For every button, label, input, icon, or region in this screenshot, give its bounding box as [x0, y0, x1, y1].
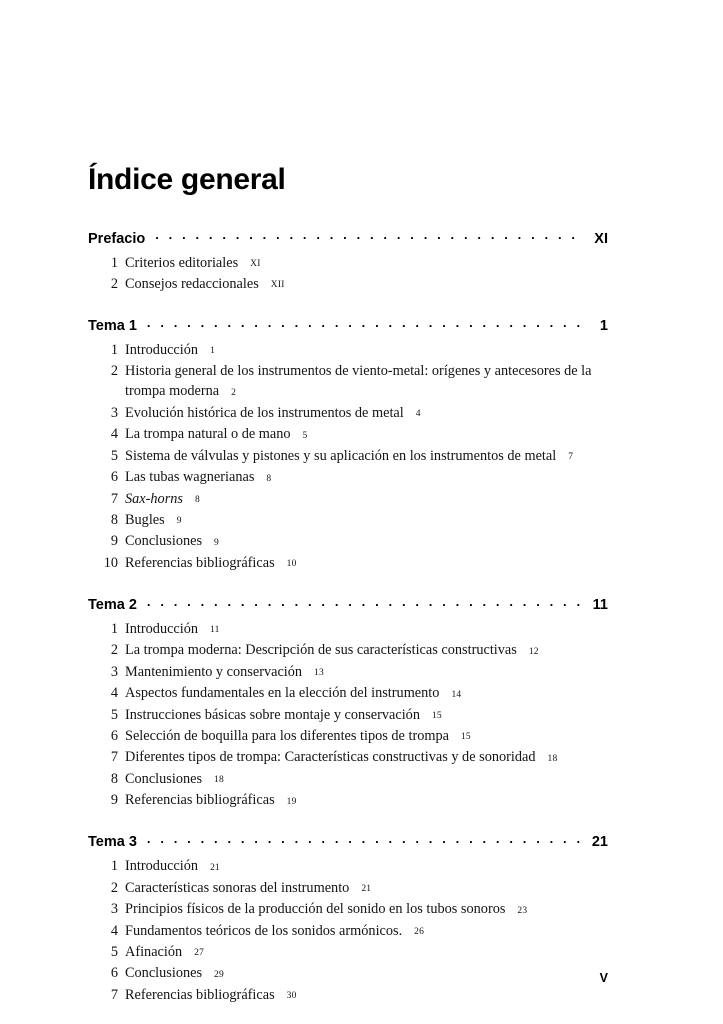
- toc-entry-label: Referencias bibliográficas: [125, 554, 275, 571]
- toc-chapter-row[interactable]: [88, 594, 608, 613]
- toc-entry-number: 6: [110, 727, 118, 744]
- toc-entry-body: [125, 726, 608, 747]
- toc-entry-number: 4: [110, 685, 118, 702]
- toc-entry-body: [125, 856, 608, 877]
- toc-entry-page-number: 12: [528, 646, 539, 657]
- toc-entry-body: [125, 274, 608, 295]
- toc-entry-body: [125, 510, 608, 531]
- toc-entry-number: 5: [110, 447, 118, 464]
- toc-entry-number: 3: [110, 901, 118, 918]
- toc-chapter-title: Prefacio: [88, 230, 146, 247]
- toc-entry-body: [125, 531, 608, 552]
- toc-entry-label: Conclusiones: [125, 965, 203, 982]
- toc-chapter-title: Tema 2: [88, 596, 137, 613]
- toc-entry[interactable]: [88, 446, 608, 467]
- toc-entry-body: [125, 361, 608, 402]
- toc-entry[interactable]: [88, 726, 608, 747]
- toc-entry-body: [125, 253, 608, 274]
- toc-entry-body: [125, 878, 608, 899]
- toc-entry-page-number: 15: [431, 710, 442, 721]
- toc-entry[interactable]: [88, 424, 608, 445]
- toc-entry-body: [125, 340, 608, 361]
- toc-entry[interactable]: [88, 274, 608, 295]
- toc-entry-number: 1: [110, 341, 118, 358]
- toc-entry-label: Historia general de los instrumentos de viento-metal: orígenes y antecesores de la trompa moderna: [125, 363, 592, 400]
- toc-chapter-page-number: 21: [591, 834, 608, 851]
- toc-entry-label: Sistema de válvulas y pistones y su aplicación en los instrumentos de metal: [125, 447, 557, 464]
- toc-chapter-title: Tema 3: [88, 834, 137, 851]
- toc-chapter-row[interactable]: [88, 315, 608, 334]
- toc-entry-label: Introducción: [125, 620, 199, 637]
- toc-entry-body: [125, 899, 608, 920]
- toc-entry-page-number: 13: [314, 668, 324, 679]
- toc-entry-number: 7: [110, 749, 118, 766]
- toc-entry-label: Bugles: [125, 511, 165, 528]
- toc-entry-body: [125, 662, 608, 683]
- toc-entry-page-number: 21: [361, 884, 372, 895]
- toc-entry-page-number: XII: [270, 280, 285, 291]
- toc-entry-page-number: 7: [568, 452, 574, 463]
- toc-entry[interactable]: [88, 747, 608, 768]
- toc-entry-page-number: 8: [266, 473, 272, 484]
- toc-entry-body: [125, 921, 608, 942]
- toc-entry-page-number: 5: [302, 430, 308, 441]
- toc-entry[interactable]: [88, 640, 608, 661]
- toc-entry-number: 1: [110, 858, 118, 875]
- toc-entry-page-number: 29: [214, 969, 224, 980]
- toc-chapter-page-number: 1: [599, 317, 608, 334]
- toc-entry-label: Evolución histórica de los instrumentos de metal: [125, 404, 404, 421]
- toc-entry-label: Criterios editoriales: [125, 254, 239, 271]
- toc-entry-label: Afinación: [125, 943, 183, 960]
- toc-entry-label: Selección de boquilla para los diferentes tipos de trompa: [125, 727, 449, 744]
- toc-entry-number: 9: [110, 792, 118, 809]
- toc-entry-list: [88, 253, 608, 296]
- toc-entry-number: 10: [103, 554, 118, 571]
- toc-entry[interactable]: [88, 942, 608, 963]
- toc-section: [88, 228, 608, 295]
- toc-entry-page-number: 15: [460, 732, 471, 743]
- toc-entry-body: [125, 619, 608, 640]
- toc-entry-body: [125, 467, 608, 488]
- toc-section: [88, 594, 608, 811]
- toc-entry[interactable]: [88, 467, 608, 488]
- toc-entry-page-number: XI: [250, 258, 261, 269]
- toc-entry[interactable]: [88, 553, 608, 574]
- toc-entry[interactable]: [88, 683, 608, 704]
- toc-entry[interactable]: [88, 340, 608, 361]
- toc-entry-number: 7: [110, 986, 118, 1003]
- toc-chapter-page-number: 11: [592, 596, 608, 613]
- toc-entry[interactable]: [88, 921, 608, 942]
- toc-entry[interactable]: [88, 790, 608, 811]
- toc-entry[interactable]: [88, 856, 608, 877]
- toc-entry[interactable]: [88, 662, 608, 683]
- toc-entry-body: [125, 446, 608, 467]
- page-title: Índice general: [88, 163, 286, 197]
- toc-entry-label: Conclusiones: [125, 533, 203, 550]
- toc-entry-label: La trompa moderna: Descripción de sus características constructivas: [125, 642, 517, 659]
- toc-entry-label: Conclusiones: [125, 770, 203, 787]
- toc-entry-label: Aspectos fundamentales en la elección del instrumento: [125, 685, 440, 702]
- toc-entry-number: 2: [110, 363, 118, 380]
- toc-entry-label: Principios físicos de la producción del sonido en los tubos sonoros: [125, 901, 506, 918]
- toc-entry-number: 4: [110, 922, 118, 939]
- toc-entry[interactable]: [88, 253, 608, 274]
- toc-section: [88, 315, 608, 574]
- dot-leader: [155, 228, 582, 243]
- toc-entry-label: Mantenimiento y conservación: [125, 663, 303, 680]
- toc-entry-number: 9: [110, 533, 118, 550]
- dot-leader: [147, 832, 582, 847]
- toc-entry-list: [88, 619, 608, 812]
- toc-entry-number: 3: [110, 404, 118, 421]
- table-of-contents: [88, 228, 608, 1006]
- toc-entry-number: 5: [110, 943, 118, 960]
- toc-entry-body: [125, 790, 608, 811]
- toc-entry-number: 1: [110, 620, 118, 637]
- toc-entry-page-number: 2: [231, 387, 237, 398]
- dot-leader: [147, 315, 582, 330]
- toc-entry-body: [125, 942, 608, 963]
- toc-entry-number: 5: [110, 706, 118, 723]
- toc-entry-label: Características sonoras del instrumento: [125, 879, 350, 896]
- toc-entry-list: [88, 340, 608, 574]
- toc-entry-label: Fundamentos teóricos de los sonidos armónicos.: [125, 922, 403, 939]
- toc-entry-page-number: 23: [517, 905, 528, 916]
- toc-entry-number: 2: [110, 879, 118, 896]
- toc-entry-label: Referencias bibliográficas: [125, 792, 275, 809]
- toc-entry-page-number: 19: [286, 796, 297, 807]
- toc-chapter-row[interactable]: [88, 832, 608, 851]
- toc-entry[interactable]: [88, 619, 608, 640]
- toc-entry[interactable]: [88, 489, 608, 510]
- toc-entry-label: Instrucciones básicas sobre montaje y conservación: [125, 706, 420, 723]
- toc-entry-label: La trompa natural o de mano: [125, 426, 291, 443]
- toc-entry-label: Referencias bibliográficas: [125, 986, 275, 1003]
- toc-entry-page-number: 26: [414, 926, 425, 937]
- toc-entry-number: 2: [110, 275, 118, 292]
- toc-entry-number: 6: [110, 965, 118, 982]
- toc-entry-page-number: 11: [210, 625, 220, 636]
- toc-entry-page-number: 1: [210, 346, 216, 357]
- toc-chapter-row[interactable]: [88, 228, 608, 247]
- toc-entry[interactable]: [88, 878, 608, 899]
- toc-entry-body: [125, 985, 608, 1006]
- toc-entry-number: 4: [110, 426, 118, 443]
- toc-entry-body: [125, 769, 608, 790]
- toc-entry[interactable]: [88, 899, 608, 920]
- dot-leader: [147, 594, 582, 609]
- toc-entry-label: Las tubas wagnerianas: [125, 469, 255, 486]
- toc-entry-page-number: 27: [194, 948, 205, 959]
- toc-entry-label: Introducción: [125, 341, 199, 358]
- toc-entry-body: [125, 489, 608, 510]
- toc-entry-page-number: 8: [194, 494, 200, 505]
- toc-entry-page-number: 10: [286, 559, 297, 570]
- toc-entry-label: Consejos redaccionales: [125, 275, 259, 292]
- toc-entry-body: [125, 424, 608, 445]
- toc-entry[interactable]: [88, 985, 608, 1006]
- toc-entry-body: [125, 747, 608, 768]
- toc-entry[interactable]: [88, 769, 608, 790]
- toc-entry-label: Sax-horns: [125, 490, 183, 507]
- toc-entry-number: 6: [110, 469, 118, 486]
- page-folio: V: [599, 971, 608, 985]
- toc-entry-body: [125, 553, 608, 574]
- toc-entry-page-number: 21: [210, 862, 220, 873]
- toc-entry-body: [125, 403, 608, 424]
- toc-entry-number: 3: [110, 663, 118, 680]
- toc-entry-page-number: 30: [286, 991, 297, 1002]
- toc-entry-body: [125, 683, 608, 704]
- toc-entry[interactable]: [88, 531, 608, 552]
- toc-entry-page-number: 18: [214, 775, 224, 786]
- toc-chapter-page-number: XI: [594, 230, 608, 247]
- toc-entry-number: 7: [110, 490, 118, 507]
- toc-entry-number: 1: [110, 254, 118, 271]
- toc-entry-number: 8: [110, 511, 118, 528]
- toc-entry-number: 2: [110, 642, 118, 659]
- toc-entry-number: 8: [110, 770, 118, 787]
- toc-entry-page-number: 9: [176, 516, 182, 527]
- toc-entry-label: Introducción: [125, 858, 199, 875]
- toc-entry-page-number: 18: [547, 753, 558, 764]
- toc-entry[interactable]: [88, 361, 608, 402]
- toc-entry[interactable]: [88, 510, 608, 531]
- toc-entry-page-number: 14: [451, 689, 462, 700]
- toc-entry[interactable]: [88, 403, 608, 424]
- toc-entry[interactable]: [88, 705, 608, 726]
- toc-entry-label: Diferentes tipos de trompa: Características constructivas y de sonoridad: [125, 749, 536, 766]
- toc-chapter-title: Tema 1: [88, 317, 137, 334]
- toc-entry-body: [125, 705, 608, 726]
- toc-entry-body: [125, 640, 608, 661]
- toc-entry-page-number: 4: [415, 409, 421, 420]
- toc-entry-page-number: 9: [214, 537, 219, 548]
